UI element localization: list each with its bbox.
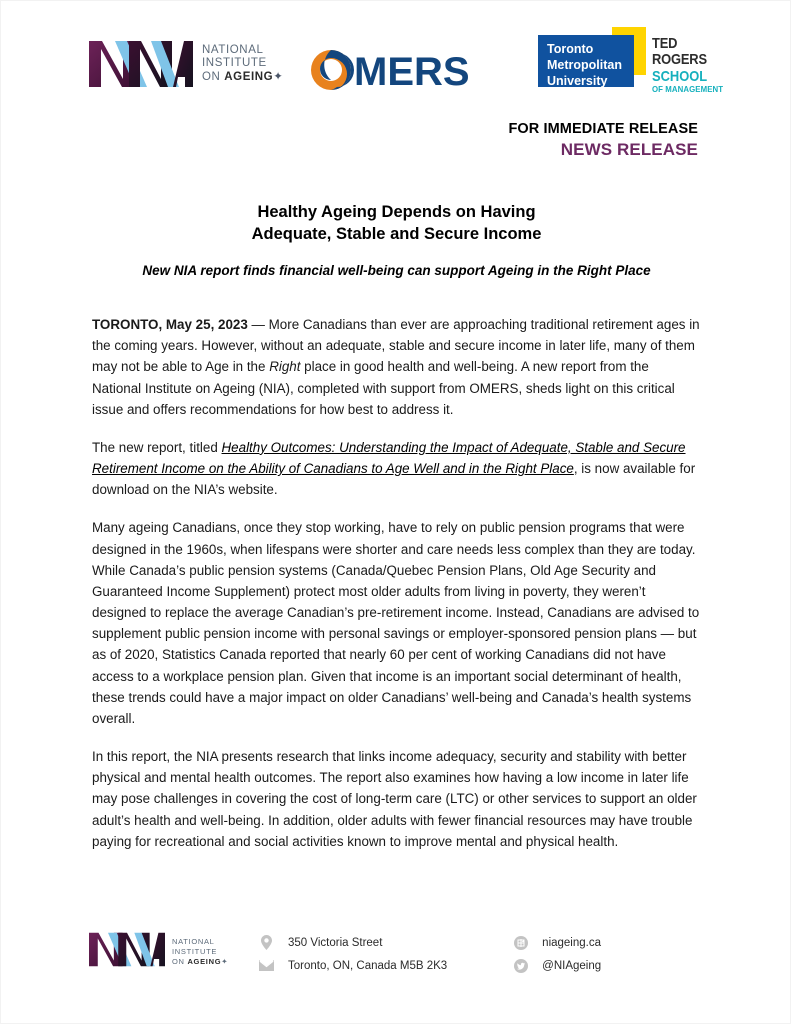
footer-contact-info <box>259 935 601 973</box>
twitter-bird-icon <box>513 958 528 973</box>
header-logo-row <box>1 25 791 97</box>
footer-maple-leaf-icon: ✦ <box>221 956 229 966</box>
paragraph-1 <box>92 314 700 420</box>
page-subtitle: New NIA report finds financial well-being can support Ageing in the Right Place <box>142 263 651 278</box>
body-content <box>92 314 700 852</box>
footer-nia-monogram-icon <box>89 931 165 973</box>
envelope-icon <box>259 958 274 973</box>
footer-nia-ageing: AGEING <box>187 956 222 966</box>
dateline: TORONTO, May 25, 2023 <box>92 317 248 332</box>
nia-monogram-icon <box>89 39 193 89</box>
ted-rogers-school: SCHOOL <box>652 68 708 85</box>
nia-wordmark-line2: INSTITUTE <box>202 57 267 70</box>
footer-twitter-row <box>513 958 601 973</box>
page-title <box>93 201 700 246</box>
toronto-metropolitan-university-logo <box>538 33 729 94</box>
footer-address-line2: Toronto, ON, Canada M5B 2K3 <box>288 959 448 972</box>
ted-rogers-of-management: OF MANAGEMENT <box>652 84 724 94</box>
tmu-blue-box <box>538 35 634 87</box>
paragraph-1-text-b: place in good health and well-being. A new report from the National Institute on Ageing (NIA), completed with support from OMERS, sheds light on this critical issue and offers recommendations for how best to address it. <box>92 359 675 417</box>
paragraph-1-text-a: — More Canadians than ever are approaching traditional retirement ages in the coming years. However, without an adequate, stable and secure income in later life, many of them may not be able to Age in the <box>92 317 700 375</box>
nia-wordmark <box>202 44 283 85</box>
location-pin-icon <box>259 935 274 950</box>
footer-website[interactable]: niageing.ca <box>542 936 601 949</box>
paragraph-2 <box>92 437 700 501</box>
omers-wordmark-icon <box>306 47 492 93</box>
globe-icon <box>513 935 528 950</box>
maple-leaf-icon: ✦ <box>273 70 284 83</box>
tmu-line2: Metropolitan <box>547 57 622 72</box>
page-title-line1: Healthy Ageing Depends on Having <box>257 203 536 221</box>
footer-address-column <box>259 935 447 973</box>
footer-nia-line2: INSTITUTE <box>172 947 218 957</box>
footer-nia-line1: NATIONAL <box>172 937 215 947</box>
tmu-wordmark-block <box>538 33 638 89</box>
report-title-link[interactable]: Healthy Outcomes: Understanding the Impact of Adequate, Stable and Secure Retirement Income on the Ability of Canadians to Age Well and in the Right Place <box>92 439 686 477</box>
footer-address-row-1 <box>259 935 447 950</box>
release-header <box>508 121 698 160</box>
omers-logo <box>306 47 492 93</box>
paragraph-4: In this report, the NIA presents research that links income adequacy, security and stability with better physical and mental health outcomes. The report also examines how having a low income in later life may pose challenges in covering the cost of long-term care (LTC) or other services to support an older adult’s health and well-being. In addition, older adults with fewer financial resources may have trouble paying for recreational and social activities known to improve mental and physical health. <box>92 749 697 849</box>
ted-rogers-rogers: ROGERS <box>652 51 707 68</box>
footer-nia-on: ON <box>172 956 188 966</box>
for-immediate-release-label: FOR IMMEDIATE RELEASE <box>508 121 698 137</box>
tmu-line3: University <box>547 73 608 88</box>
footer-address-row-2 <box>259 958 447 973</box>
footer-nia-wordmark <box>172 937 228 966</box>
footer-nia-logo <box>89 931 228 973</box>
nia-logo <box>89 39 283 89</box>
nia-wordmark-line1: NATIONAL <box>202 43 264 56</box>
svg-text:MERS: MERS <box>354 50 470 93</box>
ted-rogers-school-wordmark <box>652 33 729 94</box>
footer-nia-line3 <box>172 957 228 967</box>
ted-rogers-ted: TED <box>652 35 678 52</box>
paragraph-2-tail: , is now available for download on the NIA’s website. <box>92 461 696 498</box>
paragraph-1-italic-word: Right <box>269 359 301 375</box>
footer-online-column <box>513 935 601 973</box>
footer-website-row <box>513 935 601 950</box>
footer-twitter-handle[interactable]: @NIAgeing <box>542 959 602 972</box>
page-footer <box>1 923 791 995</box>
paragraph-3: Many ageing Canadians, once they stop working, have to rely on public pension programs that were designed in the 1960s, when lifespans were shorter and care needs less complex than they are today. While Canada’s public pension systems (Canada/Quebec Pension Plans, Old Age Security and Guaranteed Income Supplement) protect most older adults from living in poverty, they weren’t designed to replace the average Canadian’s pre-retirement income. Instead, Canadians are advised to supplement public pension income with personal savings or employer-sponsored pension plans — but as of 2020, Statistics Canada reported that nearly 60 per cent of working Canadians did not have access to a workplace pension plan. Given that income is an important social determinant of health, these trends could have a major impact on older Canadians’ well-being and Canada’s health systems overall. <box>92 520 700 726</box>
footer-address-line1: 350 Victoria Street <box>288 936 383 949</box>
nia-wordmark-line3: ON AGEING✦ <box>202 70 284 83</box>
tmu-line1: Toronto <box>547 42 594 56</box>
paragraph-2-lead: The new report, titled <box>92 439 222 455</box>
news-release-label: NEWS RELEASE <box>560 140 698 159</box>
page-title-line2: Adequate, Stable and Secure Income <box>251 225 542 244</box>
